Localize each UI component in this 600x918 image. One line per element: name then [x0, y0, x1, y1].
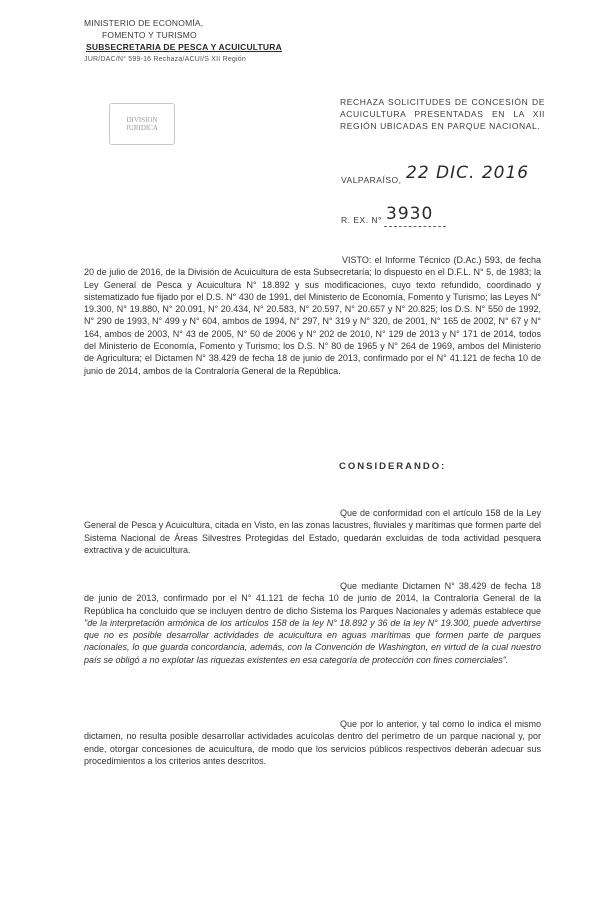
- considerando-paragraph-2: [84, 580, 541, 666]
- subsecretaria-name: SUBSECRETARIA DE PESCA Y ACUICULTURA: [86, 42, 282, 52]
- document-title: RECHAZA SOLICITUDES DE CONCESIÓN DE ACUICULTURA PRESENTADAS EN LA XII REGIÓN UBICADAS EN PARQUE NACIONAL.: [340, 97, 545, 131]
- stamp-line-2: JURIDICA: [126, 124, 158, 132]
- considerando-paragraph-1: Que de conformidad con el artículo 158 de la Ley General de Pesca y Acuicultura, citada en Visto, en las zonas lacustres, fluviales y marítimas que formen parte del Sistema Nacional de Áreas Silvestres Protegidas del Estado, quedarán excluidas de toda actividad pesquera extractiva y de acuicultura.: [84, 508, 541, 555]
- paragraph-2-text: Que mediante Dictamen N° 38.429 de fecha 18 de junio de 2013, confirmado por el N° 41.121 de fecha 10 de junio de 2014, la Contraloría General de la República ha concluido que se incluyen dentro de dicho Sistema los Parques Nacionales y además establece que: [84, 581, 541, 616]
- ministry-line-1: MINISTERIO DE ECONOMÍA,: [84, 18, 204, 28]
- stamp-line-1: DIVISION: [126, 116, 158, 124]
- ministry-line-2: FOMENTO Y TURISMO: [102, 30, 197, 40]
- paragraph-2-quote: "de la interpretación armónica de los artículos 158 de la ley N° 18.892 y 36 de la ley N° 19.300, puede advertirse que no es posible desarrollar actividades de acuicultura en aguas marítimas que formen parte de parques nacionales, lo que guarda concordancia, además, con la Convención de Washington, en virtud de la cual nuestro país se obligó a no explotar las riquezas existentes en esa categoría de protección con fines comerciales".: [84, 617, 541, 665]
- considerando-heading: CONSIDERANDO:: [339, 461, 447, 472]
- resolution-underline: [384, 226, 446, 227]
- resolution-label: R. EX. N°: [341, 215, 382, 225]
- date-value: 22 DIC. 2016: [406, 163, 530, 183]
- date-label: VALPARAÍSO,: [341, 175, 402, 185]
- resolution-number: 3930: [386, 204, 434, 224]
- visto-paragraph: VISTO: el Informe Técnico (D.Ac.) 593, de fecha 20 de julio de 2016, de la División de Acuicultura de esta Subsecretaría; lo dispuesto en el D.F.L. N° 5, de 1983; la Ley General de Pesca y Acuicultura N° 18.892 y sus modificaciones, cuyo texto refundido, coordinado y sistematizado fue fijado por el D.S. N° 430 de 1991, del Ministerio de Economía, Fomento y Turismo; las Leyes N° 19.300, N° 19.880, N° 20.091, N° 20.434, N° 20.583, N° 20.597, N° 20.657 y N° 20.825; los D.S. N° 550 de 1992, N° 290 de 1993, N° 499 y N° 604, ambos de 1994, N° 297, N° 319 y N° 320, de 2001, N° 165 de 2002, N° 67 y N° 164, ambos de 2003, N° 43 de 2005, N° 50 de 2006 y N° 202 de 2010, N° 129 de 2013 y N° 171 de 2014, todos del Ministerio de Economía, Fomento y Turismo; los D.S. N° 80 de 1965 y N° 264 de 1969, ambos del Ministerio de Agricultura; el Dictamen N° 38.429 de fecha 18 de junio de 2013, confirmado por el N° 41.121 de fecha 10 de junio de 2014, ambos de la Contraloría General de la República.: [84, 255, 541, 376]
- division-stamp: [109, 103, 175, 145]
- considerando-paragraph-3: Que por lo anterior, y tal como lo indica el mismo dictamen, no resulta posible desarrollar actividades acuícolas dentro del perímetro de un parque nacional y, por ende, otorgar concesiones de acuicultura, de modo que los servicios públicos respectivos deberán adecuar sus procedimientos a los criterios antes descritos.: [84, 719, 541, 766]
- reference-code: JUR/DAC/N° 599-16 Rechaza/ACUI/S XII Región: [84, 56, 246, 63]
